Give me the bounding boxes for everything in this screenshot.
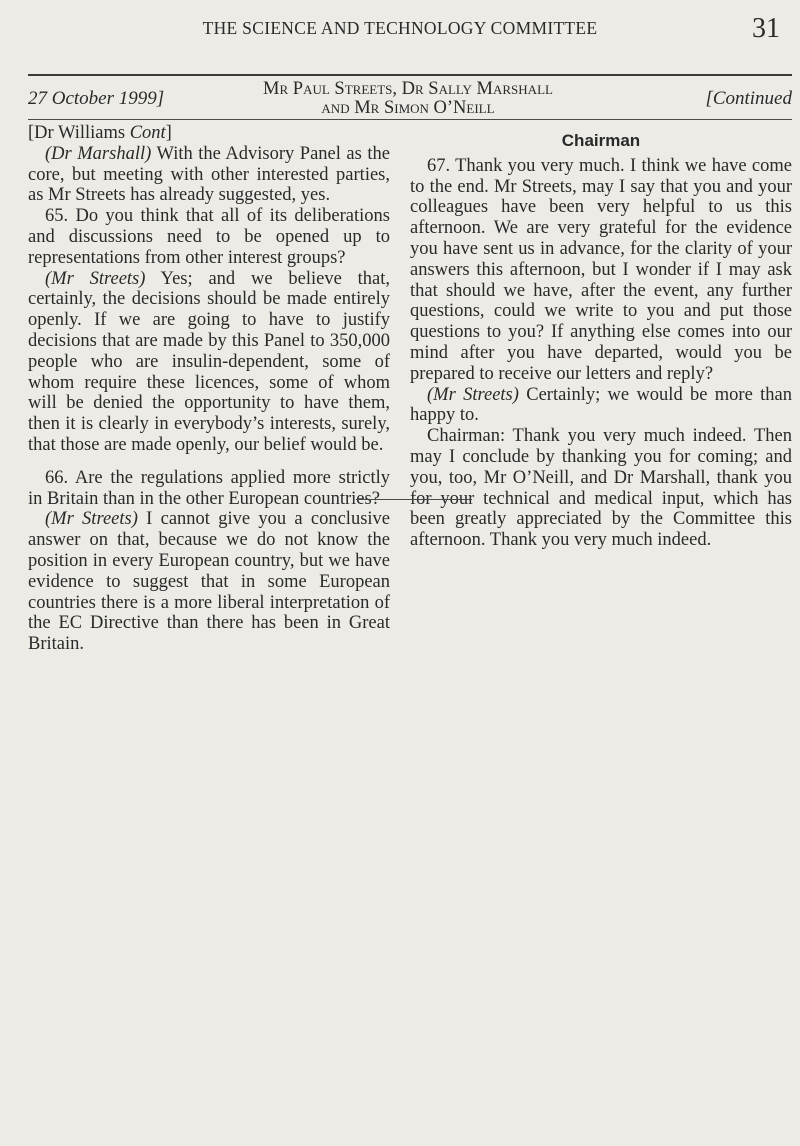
question-paragraph: 65. Do you think that all of its deliberations and discussions need to be opened up to representations from other interest groups? [28,206,390,268]
question-paragraph: 67. Thank you very much. I think we have come to the end. Mr Streets, may I say that you and your colleagues have been very helpful to us this afternoon. We are very grateful for the evidence you have sent us in advance, for the clarity of your answers this afternoon, but I wonder if I may ask that should we have, after the event, any further questions, could we write to you and put those questions to you? If anything else comes into our mind after you have departed, would you be prepared to receive our letters and reply? [410,155,792,384]
session-date: 27 October 1999] [28,88,165,109]
question-paragraph: 66. Are the regulations applied more strictly in Britain than in the other European countries? [28,467,390,509]
closing-paragraph: Chairman: Thank you very much indeed. Then may I conclude by thanking you for coming; and you, too, Mr O’Neill, and Dr Marshall, thank you for your technical and medical input, which has been greatly appreciated by the Committee this afternoon. Thank you very much indeed. [410,426,792,551]
left-column [28,123,390,655]
speaker-heading: [Dr Williams Cont] [28,123,172,143]
answer-paragraph: (Mr Streets) Yes; and we believe that, certainly, the decisions should be made entirely openly. If we are going to have to justify decisions that are made by this Panel to 350,000 people who are insulin-dependent, some of whom require these licences, some of whom will be denied the opportunity to have them, then it is clearly in everybody’s interests, surely, that those are made openly, our belief would be. [28,268,390,455]
answer-speaker: (Mr Streets) [45,268,146,289]
witness-names [238,80,578,118]
answer-paragraph: (Mr Streets) Certainly; we would be more than happy to. [410,384,792,426]
header-bottom-rule [28,119,792,120]
right-column [410,123,792,551]
header-top-rule [28,74,792,76]
answer-paragraph: (Dr Marshall) With the Advisory Panel as the core, but meeting with other interested parties, as Mr Streets has already suggested, yes. [28,143,390,206]
answer-speaker: (Mr Streets) [45,509,138,530]
continued-marker: [Continued [705,88,792,109]
session-header [28,80,792,118]
page-number: 31 [752,13,780,44]
answer-paragraph: (Mr Streets) I cannot give you a conclusive answer on that, because we do not know the position in every European country, but we have evidence to suggest that in some European countries there is a more liberal interpretation of the EC Directive than there has been in Great Britain. [28,509,390,655]
witness-names-line2: and Mr Simon O’Neill [321,98,495,118]
running-head [0,13,800,46]
end-rule [356,499,472,500]
answer-speaker: (Mr Streets) [427,384,519,405]
running-title: THE SCIENCE AND TECHNOLOGY COMMITTEE [202,18,598,38]
witness-names-line1: Mr Paul Streets, Dr Sally Marshall [263,79,553,99]
section-heading: Chairman [561,131,641,150]
answer-speaker: (Dr Marshall) [45,143,152,164]
